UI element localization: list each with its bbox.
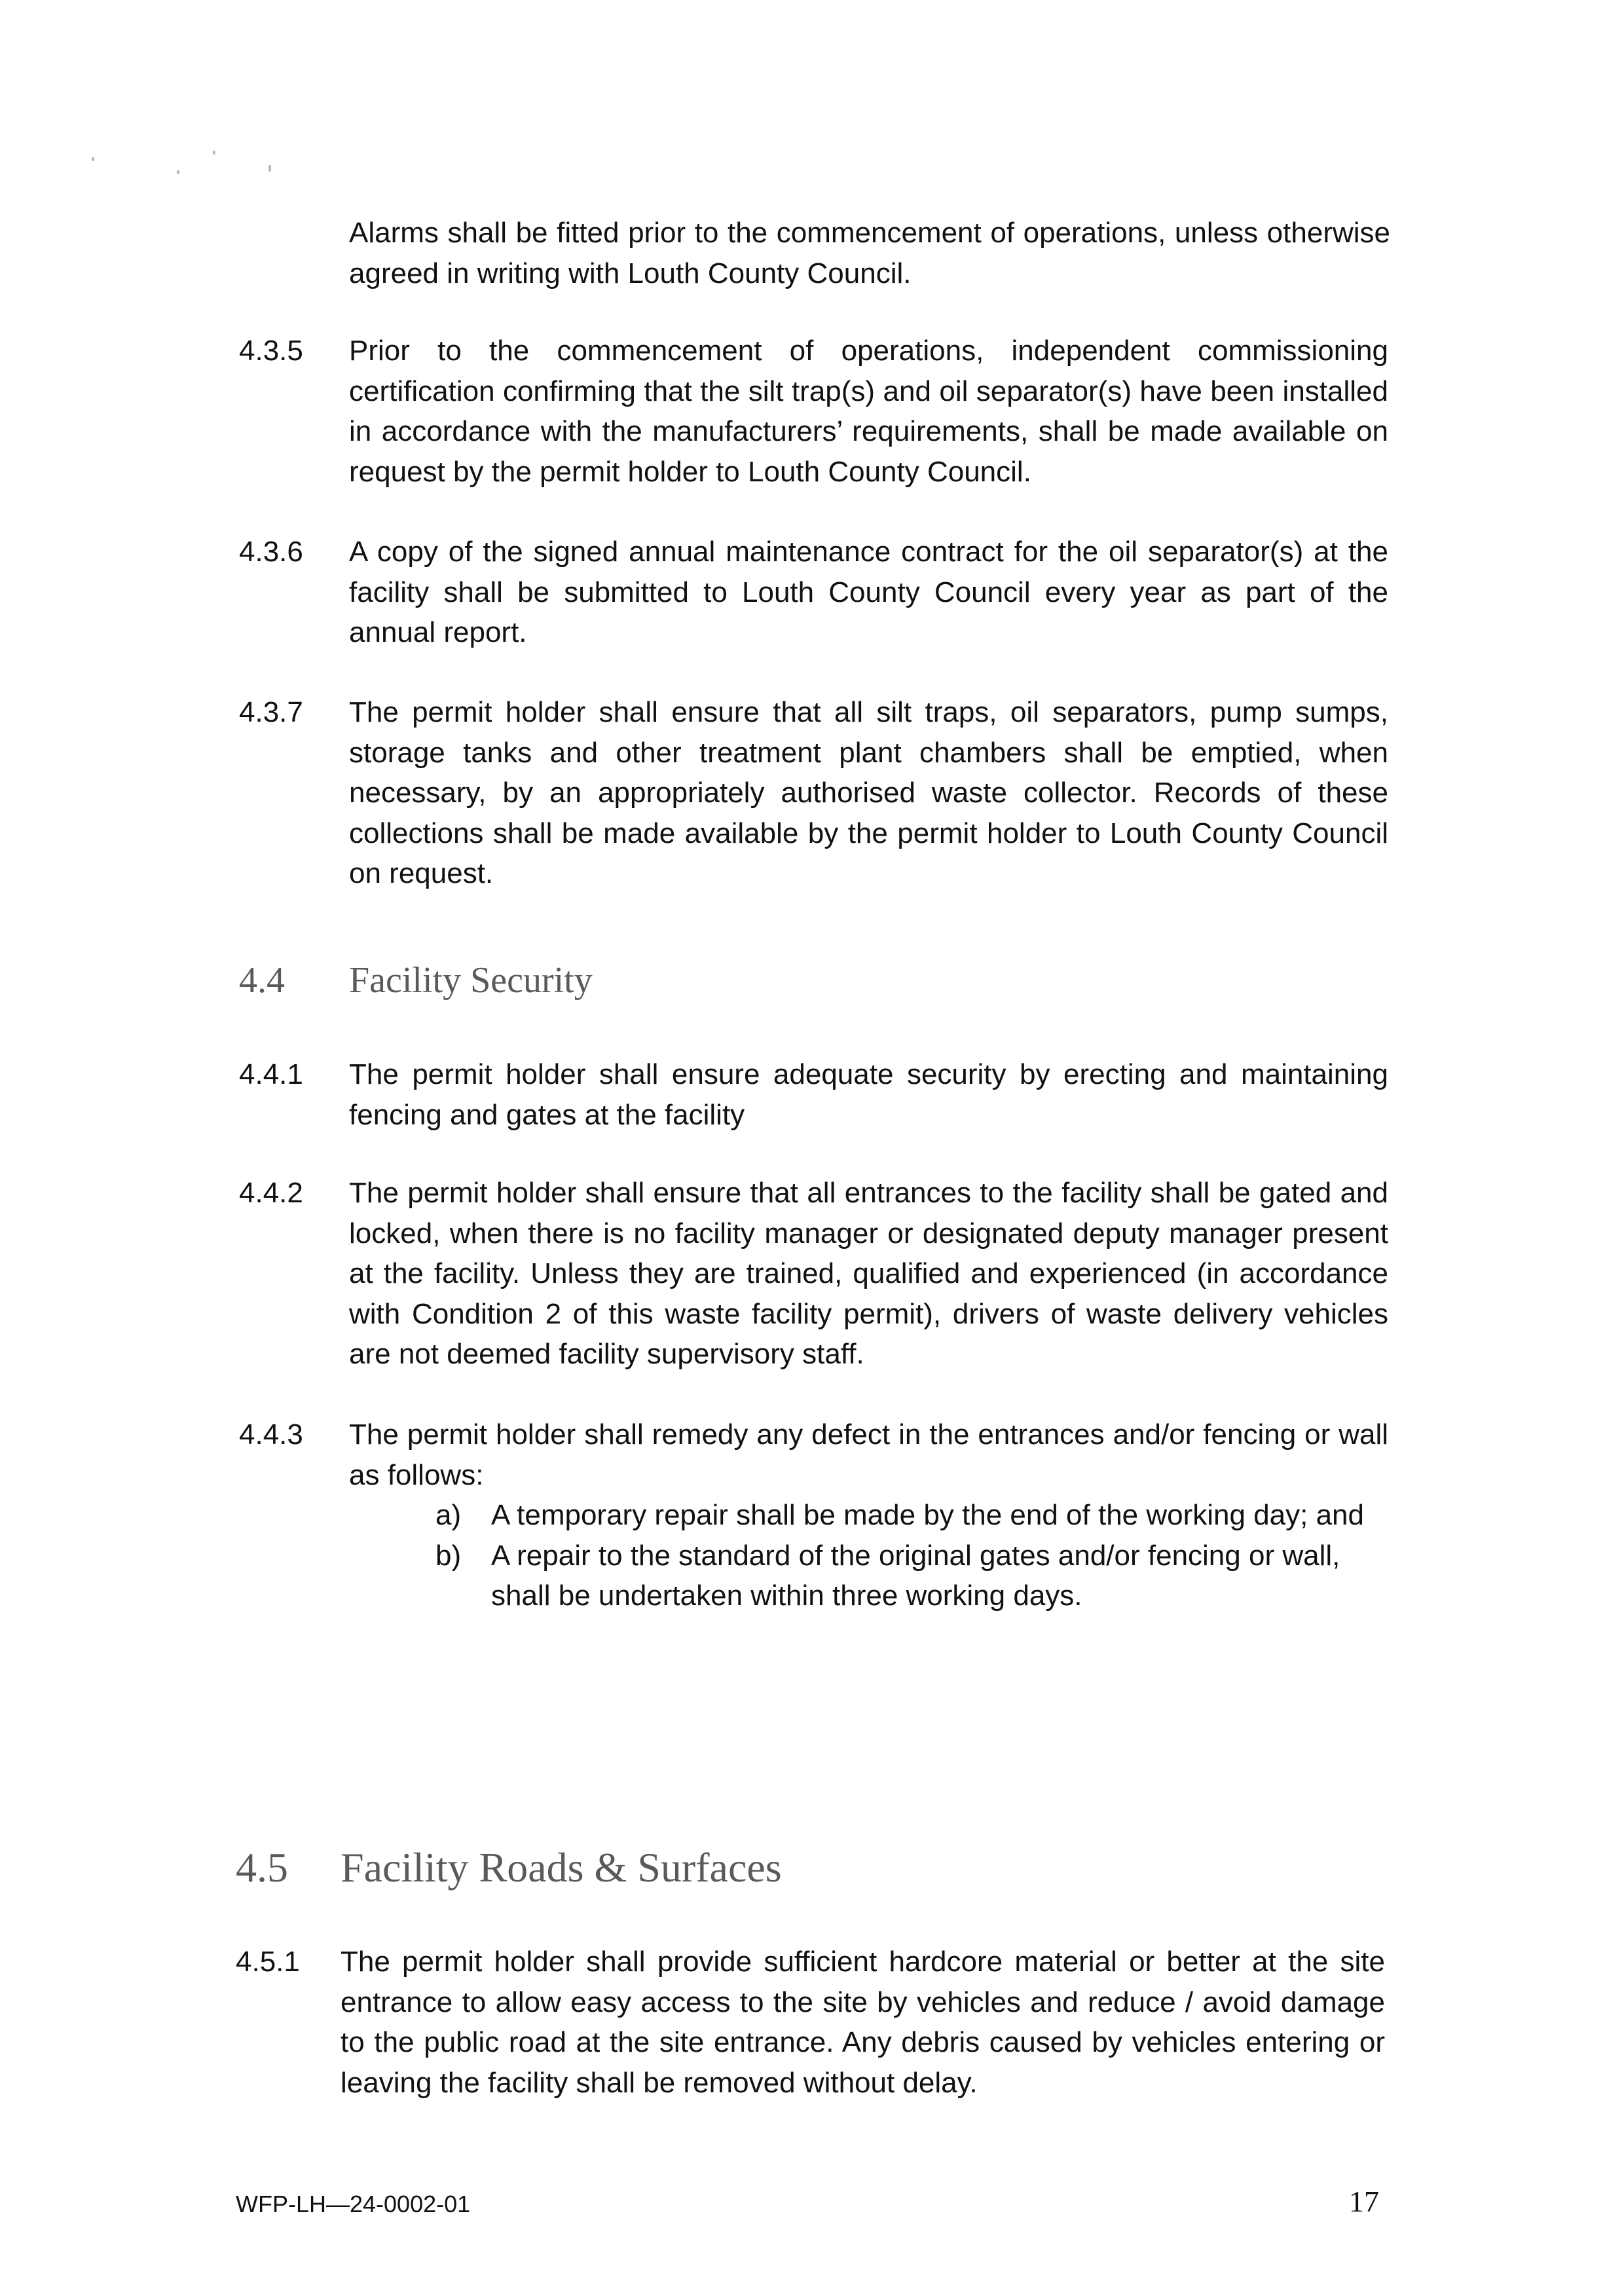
clause-4-3-6 [239,532,1388,653]
section-title: Facility Security [349,960,593,1001]
section-title: Facility Roads & Surfaces [341,1844,782,1891]
clause-text: The permit holder shall ensure that all silt traps, oil separators, pump sumps, storage tanks and other treatment plant chambers shall be emptied, when necessary, by an appropriately authorised waste collector. Records of these collections shall be made available by the permit holder to Louth County Council on request. [349,696,1388,889]
clause-text: A copy of the signed annual maintenance contract for the oil separator(s) at the facility shall be submitted to Louth County Council every year as part of the annual report. [349,536,1388,648]
clause-number: 4.4.3 [239,1418,303,1451]
list-item-text: A repair to the standard of the original gates and/or fencing or wall, shall be undertaken within three working days. [491,1539,1340,1612]
intro-paragraph: Alarms shall be fitted prior to the commencement of operations, unless otherwise agreed in writing with Louth County Council. [349,217,1390,289]
section-heading-4-4 [239,959,593,1001]
clause-number: 4.3.7 [239,696,303,728]
clause-4-4-1 [239,1054,1388,1135]
clause-number: 4.3.6 [239,536,303,568]
clause-text: The permit holder shall ensure adequate security by erecting and maintaining fencing and gates at the facility [349,1058,1388,1131]
clause-text: The permit holder shall ensure that all entrances to the facility shall be gated and locked, when there is no facility manager or designated deputy manager present at the facility. Unless they are trained, qualified and experienced (in accordance with Condition 2 of this waste facility permit), drivers of waste delivery vehicles are not deemed facility supervisory staff. [349,1177,1388,1370]
scan-speck [213,151,215,155]
scan-artifacts [92,151,301,190]
clause-4-3-5 [239,331,1388,492]
list-item-text: A temporary repair shall be made by the end of the working day; and [491,1499,1364,1531]
section-number: 4.5 [236,1844,288,1891]
list-item [435,1536,1388,1616]
clause-number: 4.4.1 [239,1058,303,1090]
clause-4-3-7 [239,692,1388,894]
list-marker: b) [435,1539,462,1572]
clause-text: Prior to the commencement of operations, independent commissioning certification confirming that the silt trap(s) and oil separator(s) have been installed in accordance with the manufacturers’ requirements, shall be made available on request by the permit holder to Louth County Council. [349,335,1388,488]
clause-number: 4.4.2 [239,1177,303,1209]
scan-speck [268,165,271,172]
list-marker: a) [435,1499,462,1531]
section-heading-4-5 [236,1843,782,1892]
scan-speck [177,170,179,174]
clause-4-5-1 [236,1942,1385,2103]
clause-4-4-2 [239,1173,1388,1375]
repair-list [435,1495,1388,1616]
footer-page-number: 17 [1349,2185,1379,2218]
list-item [435,1495,1388,1536]
clause-number: 4.5.1 [236,1946,300,1978]
footer-document-id: WFP-LH—24-0002-01 [236,2191,471,2217]
clause-text: The permit holder shall remedy any defect in the entrances and/or fencing or wall as follows: [349,1418,1388,1491]
scan-speck [92,157,94,161]
clause-text: The permit holder shall provide sufficient hardcore material or better at the site entrance to allow easy access to the site by vehicles and reduce / avoid damage to the public road at the site entrance. Any debris caused by vehicles entering or leaving the facility shall be removed without delay. [341,1946,1385,2099]
clause-4-4-3 [239,1415,1388,1495]
section-number: 4.4 [239,960,285,1001]
clause-number: 4.3.5 [239,335,303,367]
